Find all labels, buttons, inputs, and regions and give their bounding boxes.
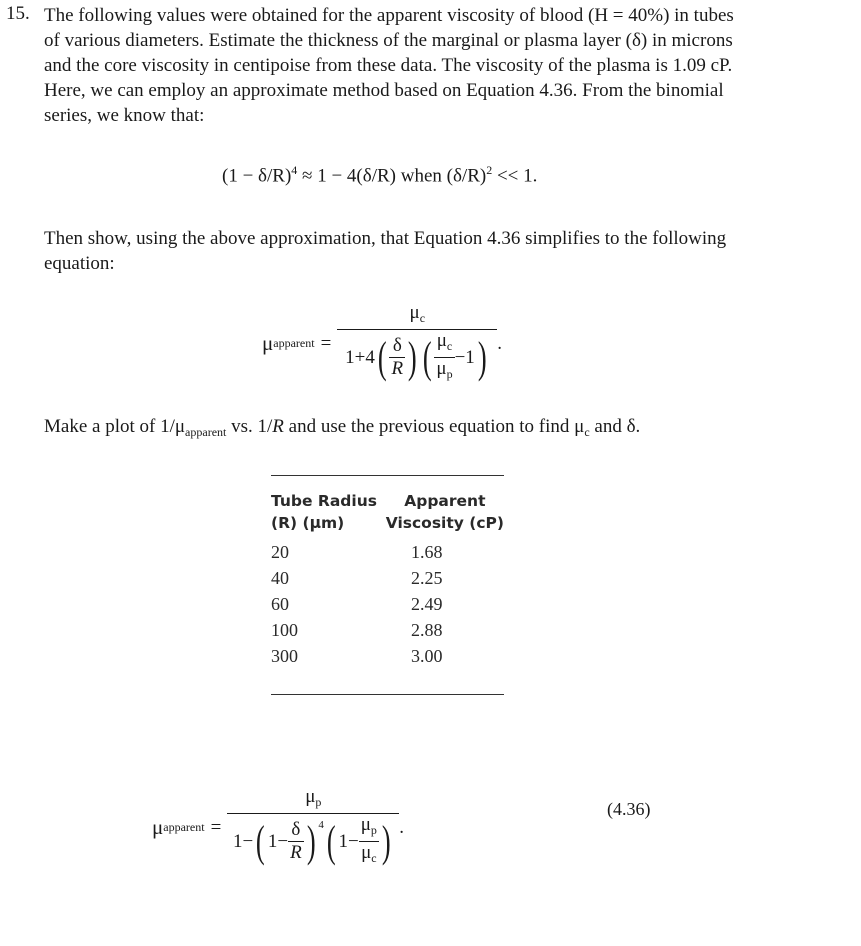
- table-row: 60 2.49: [271, 594, 443, 614]
- table-row: 20 1.68: [271, 542, 443, 562]
- table-row: 40 2.25: [271, 568, 443, 588]
- main-fraction: $\mu_c$ 1+4 ( $\frac{\delta}{R}$ ) ( $\frac{\mu_c}{\mu_p}$ −1 ): [337, 302, 497, 385]
- eq436-fraction: $\mu_p$ 1− ( 1− $\frac{\delta}{R}$ ) $^4$ ( 1− $\frac{\mu_p}{\mu_c}$ ): [227, 786, 399, 869]
- header-apparent-viscosity: Apparent Viscosity (cP): [385, 492, 504, 532]
- equation-number-label: (4.36): [607, 799, 651, 819]
- problem-number: 15.: [6, 3, 30, 24]
- intro-line: The following values were obtained for the apparent viscosity of blood (H = 40%) in tubes: [44, 5, 734, 26]
- table-row: 300 3.00: [271, 646, 443, 666]
- intro-line: series, we know that:: [44, 105, 205, 126]
- binomial-approximation-equation: $(1 - \delta/R)^4 \approx 1 - 4(\delta/R)$ when $(\delta/R)^2 << 1$.: [222, 163, 538, 187]
- problem-intro: [44, 3, 804, 128]
- table-header: [271, 492, 504, 532]
- table-row: 100 2.88: [271, 620, 443, 640]
- intro-line: Here, we can employ an approximate method based on Equation 4.36. From the binomial: [44, 80, 724, 101]
- equation-4-36: μ apparent = $\mu_p$ 1− ( 1− $\frac{\delta}{R}$ ) $^4$ ( 1− $\frac{\mu_p}{\mu_c}$ ) .: [152, 786, 404, 869]
- simplified-viscosity-equation: μ apparent = $\mu_c$ 1+4 ( $\frac{\delta}{R}$ ) ( $\frac{\mu_c}{\mu_p}$ −1 ) .: [262, 302, 502, 385]
- plot-instruction: Make a plot of $1/\mu_{apparent}$ vs. 1/R and use the previous equation to find $\mu_c$ and δ.: [44, 416, 641, 439]
- intro-line: and the core viscosity in centipoise from these data. The viscosity of the plasma is 1.09 cP.: [44, 55, 733, 76]
- table-bottom-rule: [271, 694, 504, 695]
- intro-line: of various diameters. Estimate the thickness of the marginal or plasma layer (δ) in microns: [44, 30, 733, 51]
- then-show-paragraph: Then show, using the above approximation, that Equation 4.36 simplifies to the following equation:: [44, 228, 727, 274]
- table-body: [271, 542, 504, 672]
- viscosity-data-table: [271, 492, 504, 672]
- table-top-rule: [271, 475, 504, 476]
- header-tube-radius: Tube Radius (R) (μm): [271, 492, 377, 532]
